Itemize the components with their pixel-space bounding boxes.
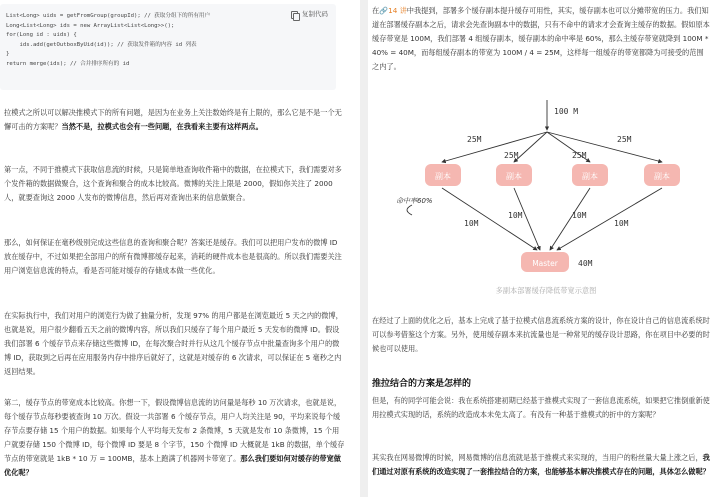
paragraph: 其实我在网易微博的时候，网易微博的信息流就是基于推模式来实现的，当用户的粉丝量大量上涨之后，我们通过对原有系统的改造实现了一套推拉结合的方案，也能够基本解决推模式存在的问题，具体怎么做呢？ <box>372 453 710 476</box>
column-divider <box>360 0 368 497</box>
paragraph: 那么，如何保证在毫秒级别完成这些信息的查询和聚合呢？答案还是缓存。我们可以把用户发布的微博 ID 放在缓存中，不过如果把全部用户的所有微博都缓存起来，消耗的硬件成本也是很高的。所以我们需要关注用户浏览信息流的特点，看是否可能对缓存的存储成本做一些优化。 <box>4 238 342 275</box>
edge-label: 10M <box>572 211 587 220</box>
paragraph: 第二，缓存节点的带宽成本比较高。你想一下，假设微博信息流的访问量是每秒 10 万次请求，也就是说，每个缓存节点每秒要被查询 10 万次。假设一共部署 6 个缓存节点，用户人均关注是 90，平均来说每个缓存节点要存储 15 个用户的数据。如果每个人平均每天发布 2 条微博，5 天就是发布 10 条微博，15 个用户就要存储 150 个微博 ID，每个微博 ID 要是 8 个字节，150 个微博 ID 大概就是 1kB 的数据，单个缓存节点的带宽就是 1kB * 10 万 = 100MB，基本上跑满了机器网卡带宽了。那么我们要如何对缓存的带宽做优化呢？ <box>4 398 345 477</box>
replica-label: 副本 <box>506 172 522 181</box>
paragraph: 拉模式之所以可以解决推模式下的所有问题，是因为在业务上关注数始终是有上限的，那么它是不是一个无懈可击的方案呢？当然不是，拉模式也会有一些问题，在我看来主要有这样两点。 <box>4 108 342 131</box>
replica-node <box>572 164 608 186</box>
replica-label: 副本 <box>654 172 670 181</box>
cache-replica-diagram <box>392 90 692 300</box>
edge-label: 10M <box>508 211 523 220</box>
paragraph: 在经过了上面的优化之后，基本上完成了基于拉模式信息流系统方案的设计，你在设计自己的信息流系统时可以参考借鉴这个方案。另外，使用缓存副本来抗流量也是一种常见的缓存设计思路，你在项目中必要的时候也可以使用。 <box>372 316 710 353</box>
code-line: return merge(ids); // 合并排序所有的 id <box>6 60 130 67</box>
code-line: for(Long id : uids) { <box>6 32 77 39</box>
replica-label: 副本 <box>582 172 598 181</box>
edge-label: 10M <box>614 219 629 228</box>
copy-code-label: 复制代码 <box>302 10 328 18</box>
edge-label: 25M <box>617 135 632 144</box>
diagram-caption: 多副本部署缓存降低带宽示意图 <box>495 286 597 295</box>
left-column <box>0 0 356 497</box>
edge-label: 25M <box>572 151 587 160</box>
code-line: Long<List<Long> ids = new ArrayList<List<Long>>(); <box>6 22 175 29</box>
master-bandwidth-label: 40M <box>578 259 593 268</box>
hit-rate-label: 命中率60% <box>396 197 433 205</box>
code-line: } <box>6 51 10 58</box>
replica-node <box>644 164 680 186</box>
right-column <box>372 0 720 497</box>
master-node <box>521 252 569 272</box>
edge-label: 10M <box>464 219 479 228</box>
paragraph-intro: 在🔗14 讲中我提到，部署多个缓存副本提升缓存可用性，其实，缓存副本也可以分摊带宽的压力。我们知道在部署缓存副本之后，请求会先查询副本中的数据，只有不命中的请求才会查询主缓存的数据。假如原本缓存带宽是 100M，我们部署 4 组缓存副本，缓存副本的命中率是 60%，那么主缓存带宽就降到 100M * 40% = 40M，而每组缓存副本的带宽为 100M / 4 = 25M，这样每一组缓存的带宽都降为可接受的范围之内了。 <box>372 6 710 71</box>
edge-label: 25M <box>504 151 519 160</box>
paragraph: 但是，有的同学可能会说：我在系统搭建初期已经基于推模式实现了一套信息流系统，如果把它推倒重新使用拉模式实现的话，系统的改造成本未免太高了。有没有一种基于推模式的折中的方案呢？ <box>372 396 710 419</box>
section-heading: 推拉结合的方案是怎样的 <box>372 379 472 389</box>
replica-node <box>496 164 532 186</box>
copy-code-button[interactable] <box>291 10 328 20</box>
master-label: Master <box>532 259 558 268</box>
lecture-link[interactable]: 🔗14 讲 <box>379 6 407 15</box>
top-bandwidth-label: 100 M <box>554 107 579 116</box>
edge-label: 25M <box>467 135 482 144</box>
code-block <box>0 4 336 90</box>
paragraph: 在实际执行中，我们对用户的浏览行为做了抽量分析，发现 97% 的用户都是在浏览最近 5 天之内的微博，也就是说，用户很少翻看五天之前的微博内容，所以我们只缓存了每个用户最近 5 天发布的微博 ID。假设我们部署 6 个缓存节点来存储这些微博 ID，在每次聚合时并行从这几个缓存节点中批量查询多个用户的微博 ID，获取到之后再在应用服务内存中排序后就好了，这就是对缓存的 6 次请求，可以保证在 5 毫秒之内返回结果。 <box>4 311 343 376</box>
copy-icon <box>291 11 299 19</box>
code-line: List<Long> uids = getFromGroup(groupId); // 获取分组下的所有用户 <box>6 13 211 19</box>
replica-label: 副本 <box>435 172 451 181</box>
code-line: ids.add(getOutboxByUid(id)); // 获取发件箱的内容 id 列表 <box>6 41 197 48</box>
replica-node <box>425 164 461 186</box>
paragraph: 第一点，不同于推模式下获取信息流的时候，只是简单地查询收件箱中的数据，在拉模式下，我们需要对多个发件箱的数据做聚合，这个查询和聚合的成本比较高。微博的关注上限是 2000，假如你关注了 2000 人，就要查询这 2000 人发布的微博信息，然后再对查询出来的信息做聚合。 <box>4 165 342 202</box>
